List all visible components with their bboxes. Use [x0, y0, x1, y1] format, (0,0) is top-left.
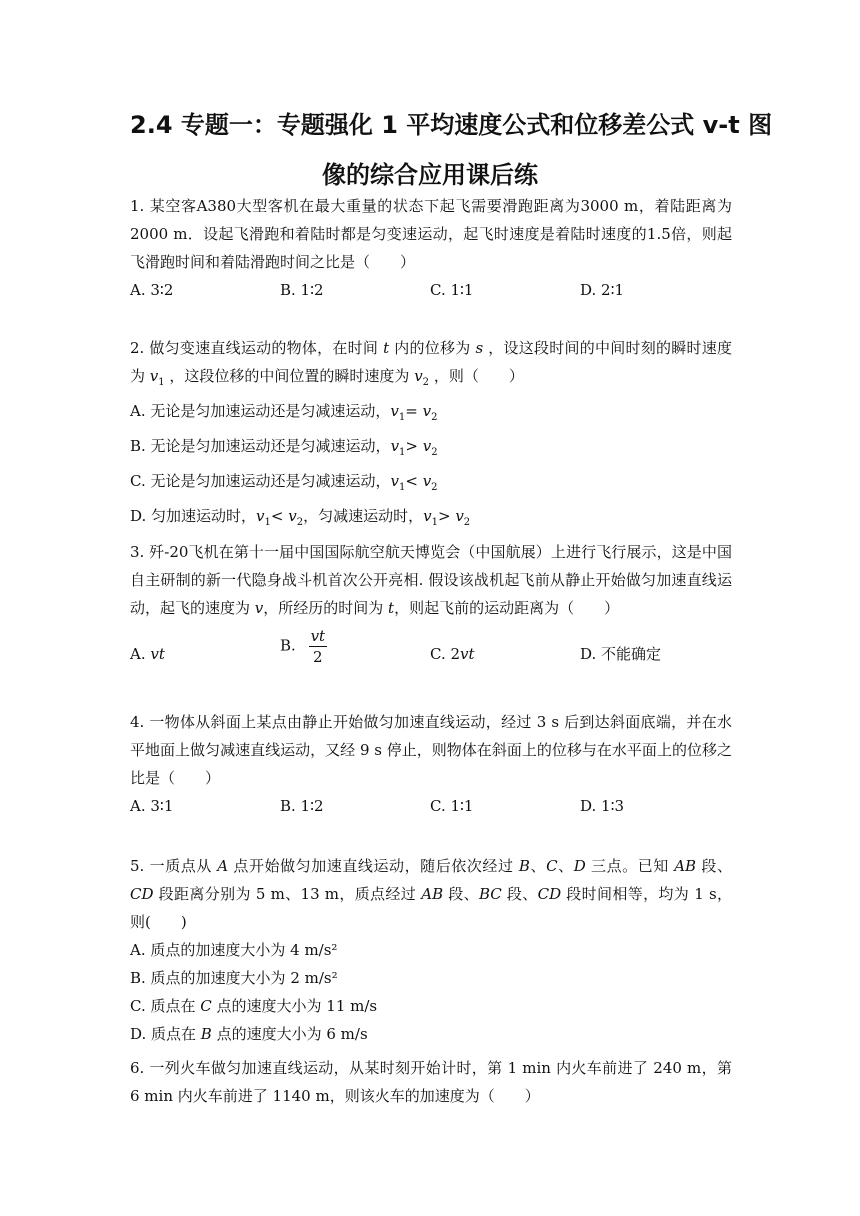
question-5-option-c: C. 质点在 C 点的速度大小为 11 m/s [130, 997, 378, 1015]
question-2-option-d: D. 匀加速运动时，$v_1< v_2$，匀减速运动时，$v_1> v_2$ [130, 507, 471, 528]
question-3-option-b: B. $\frac{vt}{2}$ [280, 627, 326, 666]
question-1-option-d: D. 2∶1 [580, 281, 625, 299]
question-1-option-a: A. 3∶2 [130, 281, 174, 299]
question-3-option-c: C. 2vt [430, 645, 475, 663]
question-1-options [130, 276, 732, 306]
question-1 [130, 192, 732, 306]
title-line-2: 像的综合应用课后练 [322, 161, 538, 189]
question-5-option-a: A. 质点的加速度大小为 4 m/s² [130, 941, 338, 959]
question-3-option-d: D. 不能确定 [580, 645, 662, 663]
question-4 [130, 708, 732, 822]
question-3-option-a: A. vt [130, 645, 165, 663]
question-4-option-a: A. 3∶1 [130, 797, 174, 815]
question-2-option-c: C. 无论是匀加速运动还是匀减速运动，$v_1< v_2$ [130, 472, 438, 493]
question-5 [130, 852, 732, 1048]
fraction-vt-over-2: $\frac{vt}{2}$ [310, 627, 326, 666]
question-4-option-c: C. 1∶1 [430, 797, 474, 815]
question-1-stem: 1. 某空客A380大型客机在最大重量的状态下起飞需要滑跑距离为3000 m，着陆距离为2000 m．设起飞滑跑和着陆时都是匀变速运动，起飞时速度是着陆时速度的1.5倍，则起飞滑跑时间和着陆滑跑时间之比是（ ） [130, 197, 732, 271]
question-5-stem: 5. 一质点从 A 点开始做匀加速直线运动，随后依次经过 B、C、D 三点。已知 AB 段、CD 段距离分别为 5 m、13 m，质点经过 AB 段、BC 段、CD 段时间相等，均为 1 s，则( ) [130, 857, 732, 931]
question-2-option-b: B. 无论是匀加速运动还是匀减速运动，$v_1> v_2$ [130, 437, 438, 458]
question-3-stem: 3. 歼-20飞机在第十一届中国国际航空航天博览会（中国航展）上进行飞行展示，这是中国自主研制的新一代隐身战斗机首次公开亮相. 假设该战机起飞前从静止开始做匀加速直线运动，起飞的速度为 v，所经历的时间为 t，则起飞前的运动距离为（ ） [130, 543, 732, 617]
question-2-option-a: A. 无论是匀加速运动还是匀减速运动，$v_1= v_2$ [130, 402, 438, 423]
question-4-options [130, 792, 732, 822]
question-5-option-b: B. 质点的加速度大小为 2 m/s² [130, 969, 338, 987]
question-3-options [130, 627, 732, 686]
question-1-option-b: B. 1∶2 [280, 281, 324, 299]
question-3 [130, 538, 732, 686]
question-6 [130, 1054, 732, 1110]
question-2 [130, 334, 732, 537]
question-5-option-d: D. 质点在 B 点的速度大小为 6 m/s [130, 1025, 368, 1043]
document-title [130, 100, 773, 200]
question-4-stem: 4. 一物体从斜面上某点由静止开始做匀加速直线运动，经过 3 s 后到达斜面底端，并在水平地面上做匀减速直线运动，又经 9 s 停止，则物体在斜面上的位移与在水平面上的位移之比是（ ） [130, 713, 732, 787]
question-4-option-d: D. 1∶3 [580, 797, 625, 815]
question-6-stem: 6. 一列火车做匀加速直线运动，从某时刻开始计时，第 1 min 内火车前进了 240 m，第 6 min 内火车前进了 1140 m，则该火车的加速度为（ ） [130, 1059, 732, 1105]
question-1-option-c: C. 1∶1 [430, 281, 474, 299]
question-4-option-b: B. 1∶2 [280, 797, 324, 815]
question-2-stem: 2. 做匀变速直线运动的物体，在时间 t 内的位移为 s ，设这段时间的中间时刻的瞬时速度为 $v_1$ ，这段位移的中间位置的瞬时速度为 $v_2$ ，则（ ） [130, 339, 732, 388]
title-line-1: 2.4 专题一：专题强化 1 平均速度公式和位移差公式 v-t 图 [130, 111, 773, 139]
